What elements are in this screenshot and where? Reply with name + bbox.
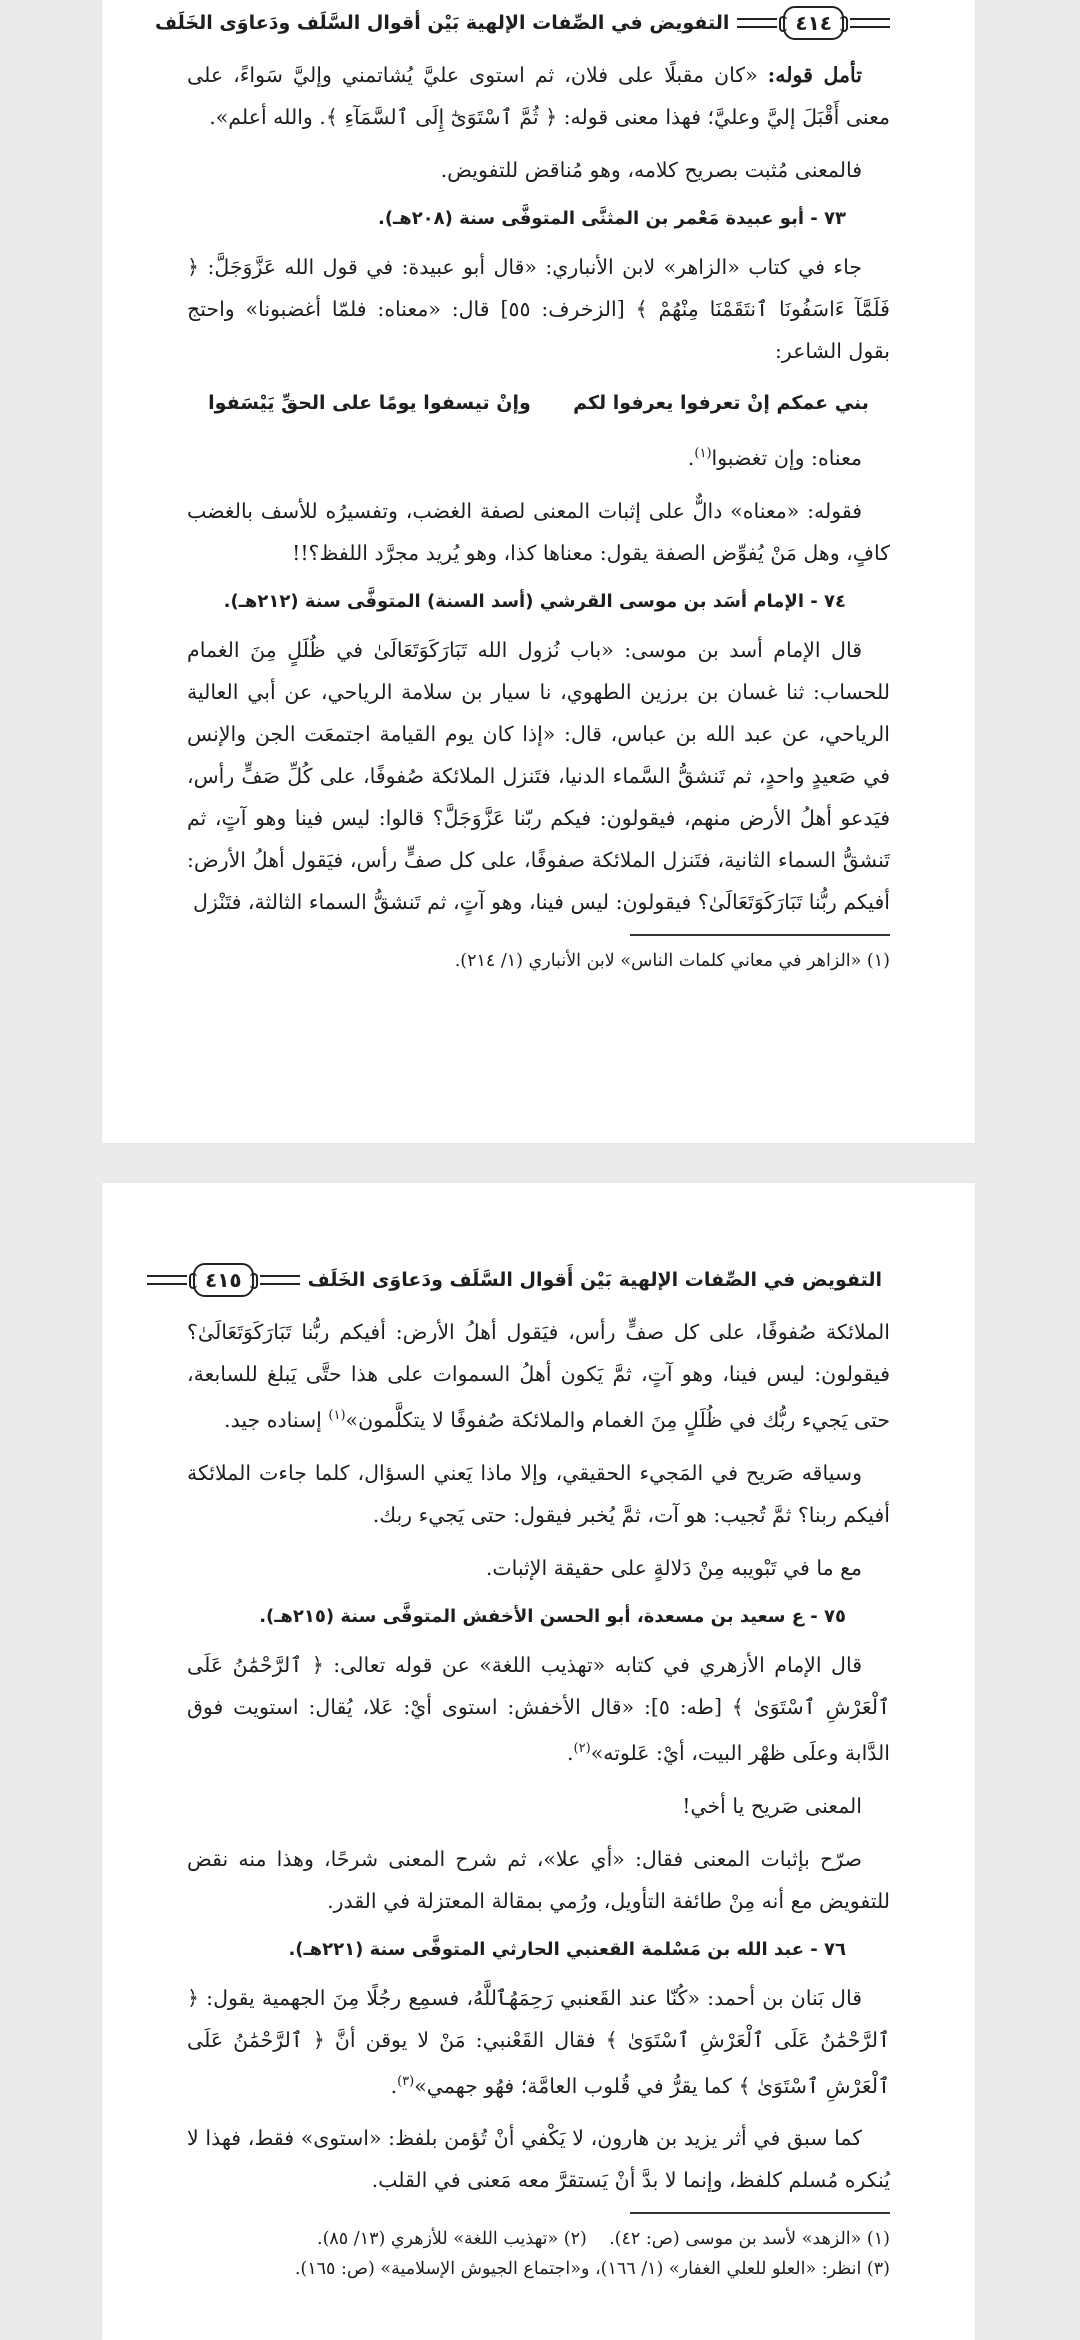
running-header (187, 1263, 890, 1297)
paragraph: فقوله: «معناه» دالٌّ على إثبات المعنى لصفة الغضب، وتفسيرُه للأسف بالغضب كافٍ، وهل مَنْ يُفوِّض الصفة يقول: معناها كذا، وهو يُريد مجرَّد اللفظ؟!! (187, 498, 890, 565)
book-page-414 (102, 0, 975, 1143)
header-rule (260, 1275, 300, 1285)
page-content (187, 1263, 890, 2284)
paragraph-text: . (687, 445, 695, 470)
section-heading-75: ٧٥ - ع سعيد بن مسعدة، أبو الحسن الأخفش المتوفَّى سنة (٢١٥هـ). (259, 1605, 846, 1627)
paragraph (187, 1311, 890, 1441)
paragraph: قال الإمام أسد بن موسى: «باب نُزول الله تَبَارَكَوَتَعَالَىٰ في ظُلَلٍ مِنَ الغمام للحساب: ثنا غسان بن برزين الطهوي، نا سيار بن سلامة الرياحي، عن أبي العالية الرياحي، عن عبد الله بن عباس، قال: «إذا كان يوم القيامة اجتمعَت الجن والإنس في صَعيدٍ واحدٍ، ثم تَنشقُّ السَّماء الدنيا، فتَنزل الملائكة صُفوفًا، على كُلِّ صَفٍّ رأس، فيَدعو أهلُ الأرض منهم، فيقولون: فيكم ربّنا عَزَّوَجَلَّ؟ قالوا: ليس فينا وهو آتٍ، ثم تَنشقُّ السماء الثانية، فتَنزل الملائكة صفوفًا، على كل صفٍّ رأس، فيَقول أهلُ الأرض: أفيكم ربُّنا تَبَارَكَوَتَعَالَىٰ؟ فيقولون: ليس فينا، وهو آتٍ، ثم تَنشقُّ السماء الثالثة، فتَنْزل (187, 637, 890, 914)
running-header (155, 6, 890, 40)
paragraph-text: معناه: وإن تغضبوا (711, 445, 862, 470)
verse-first-hemistich: بني عمكم إنْ تعرفوا يعرفوا لكم (573, 392, 869, 414)
page-content (155, 6, 890, 976)
page-number: ٤١٥ (193, 1263, 254, 1297)
paragraph-text: . (390, 2073, 398, 2098)
paragraph-text: قال الإمام الأزهري في كتابه «تهذيب اللغة» عن قوله تعالى: ﴿ ٱلرَّحْمَٰنُ عَلَى ٱلْعَرْشِ ٱسْتَوَىٰ ﴾ [طه: ٥]: «قال الأخفش: استوى أيْ: عَلا، يُقال: استويت فوق الدَّابة وعلَى ظهْر البيت، أيْ: عَلوته» (187, 1652, 890, 1765)
running-title: التفويض في الصِّفات الإلهية بَيْن أقوال السَّلَف ودَعاوَى الخَلَف (155, 12, 730, 34)
paragraph: المعنى صَريح يا أخي! (682, 1793, 862, 1818)
paragraph (187, 1977, 890, 2107)
footnote: (١) «الزاهر في معاني كلمات الناس» لابن الأنباري (١/ ٢١٤). (454, 950, 890, 971)
header-rule (147, 1275, 187, 1285)
paragraph-text: قال بَنان بن أحمد: «كُنّا عند القَعنبي رَحِمَهُٱللَّهُ، فسمِع رجُلًا مِنَ الجهمية يقول: ﴿ ٱلرَّحْمَٰنُ عَلَى ٱلْعَرْشِ ٱسْتَوَىٰ ﴾ فقال القَعْنبي: مَنْ لا يوقن أنَّ ﴿ ٱلرَّحْمَٰنُ عَلَى ٱلْعَرْشِ ٱسْتَوَىٰ ﴾ كما يقرُّ في قُلوب العامَّة؛ فهُو جهمي» (187, 1985, 890, 2098)
paragraph: صرّح بإثبات المعنى فقال: «أي علا»، ثم شرح المعنى شرحًا، وهذا منه نقض للتفويض مع أنه مِنْ طائفة التأويل، ورُمي بمقالة المعتزلة في القدر. (187, 1846, 890, 1913)
header-rule (850, 18, 890, 28)
paragraph (187, 54, 890, 138)
paragraph: جاء في كتاب «الزاهر» لابن الأنباري: «قال أبو عبيدة: في قول الله عَزَّوَجَلَّ: ﴿ فَلَمَّآ ءَاسَفُونَا ٱنتَقَمْنَا مِنْهُمْ ﴾ [الزخرف: ٥٥] قال: «معناه: فلمّا أغضبونا» واحتج بقول الشاعر: (187, 255, 890, 363)
paragraph: مع ما في تَبْويبه مِنْ دَلالةٍ على حقيقة الإثبات. (485, 1555, 862, 1580)
footnote-marker[interactable]: (١) (328, 1408, 346, 1423)
footnote: (١) «الزهد» لأسد بن موسى (ص: ٤٢). (٢) «تهذيب اللغة» للأزهري (١٣/ ٨٥). (317, 2229, 890, 2250)
book-page-415 (102, 1183, 975, 2340)
paragraph: وسياقه صَريح في المَجيء الحقيقي، وإلا ماذا يَعني السؤال، كلما جاءت الملائكة أفيكم ربنا؟ ثمَّ تُجيب: هو آت، ثمَّ يُخبر فيقول: حتى يَجيء ربك. (187, 1460, 890, 1527)
paragraph: فالمعنى مُثبت بصريح كلامه، وهو مُناقض للتفويض. (440, 158, 862, 182)
running-title: التفويض في الصِّفات الإلهية بَيْن أَقوال السَّلَف ودَعاوَى الخَلَف (307, 1269, 882, 1291)
paragraph-text: إسناده جيد. (224, 1407, 329, 1432)
paragraph-text: . (567, 1740, 574, 1765)
section-heading-76: ٧٦ - عبد الله بن مَسْلمة القعنبي الحارثي المتوفَّى سنة (٢٢١هـ). (288, 1938, 846, 1960)
footnote: (٣) انظر: «العلو للعلي الغفار» (١/ ١٦٦)، و«اجتماع الجيوش الإسلامية» (ص: ١٦٥). (294, 2259, 890, 2280)
section-heading-74: ٧٤ - الإمام أسَد بن موسى القرشي (أسد السنة) المتوفَّى سنة (٢١٢هـ). (223, 590, 846, 612)
footnote-marker[interactable]: (١) (694, 446, 712, 461)
footnote-marker[interactable]: (٣) (397, 2073, 415, 2089)
header-rule (737, 18, 777, 28)
poetry-verse (187, 383, 890, 423)
page-number: ٤١٤ (783, 6, 844, 40)
paragraph (187, 433, 890, 479)
paragraph-text: «كان مقبلًا على فلان، ثم استوى عليَّ يُشاتمني وإليَّ سَواءً، على معنى أَقْبَلَ إليَّ وعليَّ؛ فهذا معنى قوله: ﴿ ثُمَّ ٱسْتَوَىٰٓ إِلَى ٱلسَّمَآءِ ﴾. والله أعلم». (187, 63, 890, 129)
footnote-separator (630, 2212, 890, 2214)
paragraph: كما سبق في أثر يزيد بن هارون، لا يَكْفي أنْ تُؤمن بلفظ: «استوى» فقط، فهذا لا يُنكره مُسلم كلفظ، وإنما لا بدَّ أنْ يَستقرَّ معه مَعنى في القلب. (187, 2126, 890, 2193)
lead-phrase: تأمل قوله: (767, 63, 862, 87)
footnote-marker[interactable]: (٢) (573, 1740, 591, 1756)
section-heading-73: ٧٣ - أبو عبيدة مَعْمر بن المثنَّى المتوفَّى سنة (٢٠٨هـ). (377, 208, 846, 229)
paragraph-text: الملائكة صُفوفًا، على كل صفٍّ رأس، فيَقول أهلُ الأرض: أفيكم ربُّنا تَبَارَكَوَتَعَالَىٰ؟ فيقولون: ليس فينا، وهو آتٍ، ثمَّ يَكون أهلُ السموات على هذا حتَّى يَبلغ للسابعة، حتى يَجيء ربُّك في ظُلَلٍ مِنَ الغمام والملائكة صُفوفًا لا يتكلَّمون» (187, 1320, 890, 1432)
footnote-separator (630, 934, 890, 936)
paragraph (187, 1644, 890, 1774)
verse-second-hemistich: وإنْ تيسفوا يومًا على الحقِّ يَيْسَفوا (208, 392, 531, 414)
